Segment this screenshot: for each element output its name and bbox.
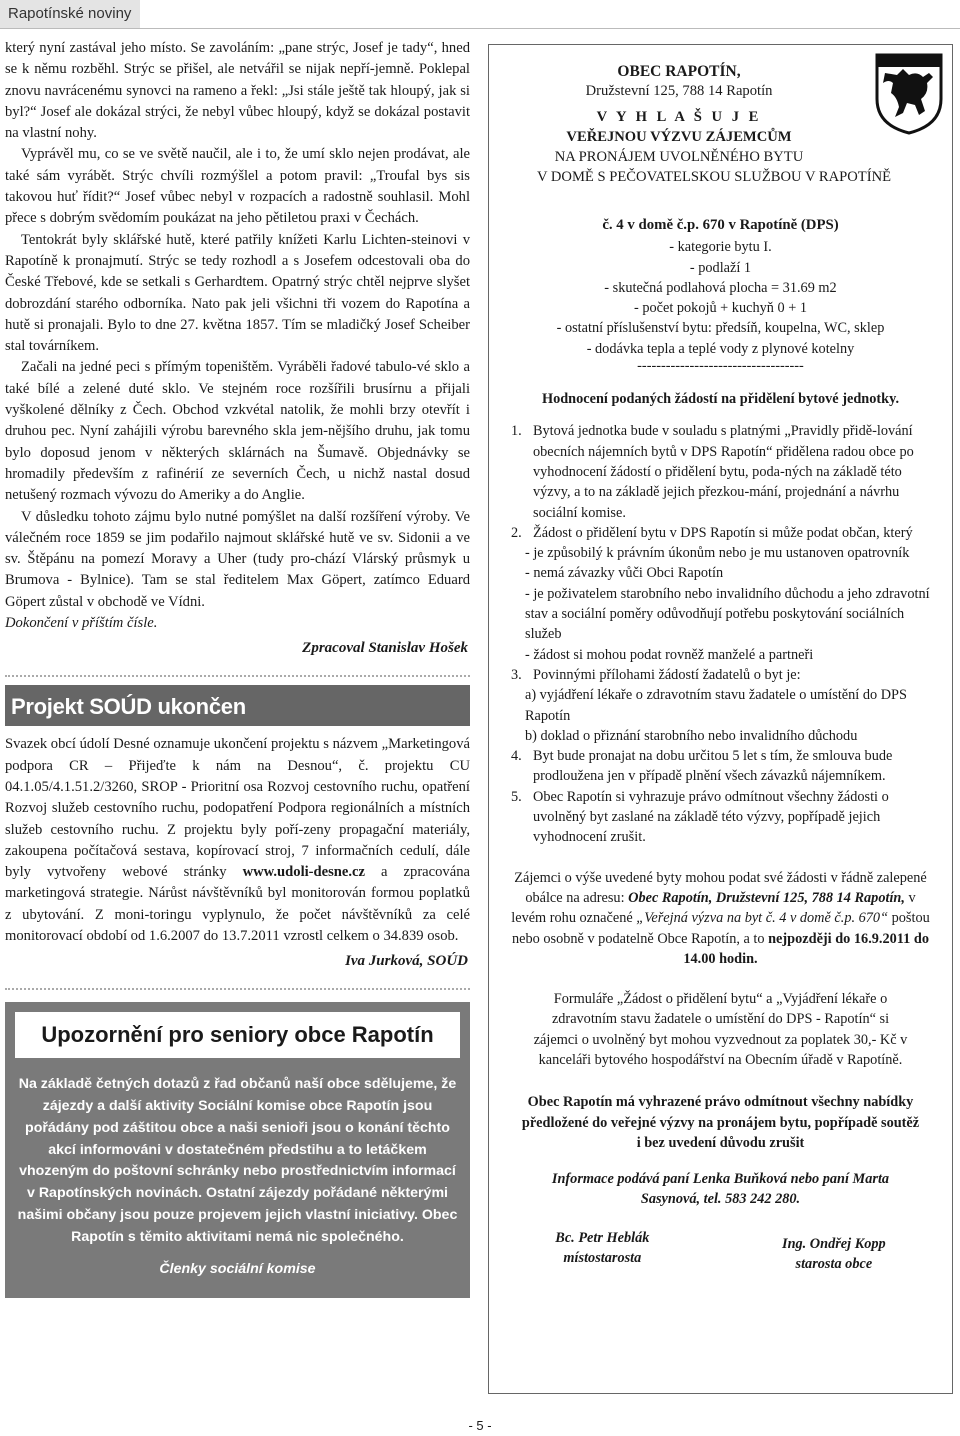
- signature-role: starosta obce: [795, 1256, 873, 1273]
- apply-deadline: nejpozději do 16.9.2011 do 14.00 hodin.: [683, 930, 929, 967]
- municipality-address: Družstevní 125, 788 14 Rapotín: [585, 83, 773, 99]
- unit-detail: - počet pokojů + kuchyň 0 + 1: [634, 300, 807, 317]
- list-text: Obec Rapotín si vyhrazuje právo odmítnout všechny žádosti o uvolněný byt zaslané na základě této výzvy, popřípadě jejich vyhodnocení zrušit.: [533, 788, 889, 846]
- call-heading: VEŘEJNOU VÝZVU ZÁJEMCŮM: [566, 129, 792, 145]
- project-text-b: a zpracována marketingová strategie. Nárůst návštěvníků byl monitorován formou poplatků z ubytování. Z moni-toringu vyplynulo, že počet návštěvníků za celé monitorovací období od 1.6.2007 do 13.7.2011 vzrostl celkem o 34.839 osob.: [5, 864, 470, 944]
- announces-heading: V Y H L A Š U J E: [596, 109, 762, 125]
- unit-detail: - skutečná podlahová plocha = 31.69 m2: [604, 279, 837, 296]
- call-subheading: NA PRONÁJEM UVOLNĚNÉHO BYTU: [554, 149, 804, 165]
- sub-item: - nemá závazky vůči Obci Rapotín: [525, 565, 724, 582]
- history-article: [5, 38, 470, 657]
- evaluation-heading: Hodnocení podaných žádostí na přidělení bytové jednotky.: [541, 391, 900, 408]
- project-web-link[interactable]: www.udoli-desne.cz: [242, 864, 366, 881]
- article-author: Zpracoval Stanislav Hošek: [302, 640, 468, 657]
- project-text-a: Svazek obcí údolí Desné oznamuje ukončení projektu s názvem „Marketingová podpora CR – Přijeďte k nám na Desnou“, č. projektu CU 04.1.05/4.1.51.2/3260, SROP - Prioritní osa Rozvoj cestovního ruchu, opatření Rozvoj služeb cestovního ruchu, podopatření Podpora regionálních a místních služeb cestovního ruchu. Z projektu byly poří-zeny propagační materiály, zakoupena počítačová sestava, kopírovací stroj, 7 informačních cedulí, dále byly vytvořeny webové stránky: [5, 736, 470, 881]
- signature-name: Bc. Petr Heblák: [555, 1229, 650, 1246]
- unit-detail: - kategorie bytu I.: [669, 239, 772, 256]
- senior-notice-title: Upozornění pro seniory obce Rapotín: [5, 1002, 470, 1074]
- list-number: 3.: [511, 666, 522, 683]
- list-text: Povinnými přílohami žádostí žadatelů o byt je:: [533, 666, 801, 683]
- apply-text: poštou nebo osobně v podatelně Obce Rapotín, a to: [512, 910, 930, 947]
- dash-divider: -----------------------------------: [637, 358, 804, 375]
- list-number: 2.: [511, 524, 522, 541]
- project-banner: Projekt SOÚD ukončen: [5, 685, 470, 726]
- signatures: [489, 1228, 952, 1275]
- senior-notice-box: [5, 1002, 470, 1298]
- divider: [5, 988, 470, 990]
- sub-item: - je poživatelem starobního nebo invalidního důchodu a jeho zdravotní stav a sociální poměry odůvodňují potřebu poskytování sociálních služeb: [525, 585, 930, 643]
- list-item: [511, 746, 938, 787]
- apply-text: v levém rohu označené: [511, 889, 916, 927]
- senior-notice-signature: Členky sociální komise: [159, 1260, 316, 1277]
- section-title: Rapotínské noviny: [8, 5, 132, 22]
- sub-item: a) vyjádření lékaře o zdravotním stavu žadatele o umístění do DPS Rapotín: [525, 687, 907, 724]
- sub-item: - je způsobilý k právním úkonům nebo je mu ustanoven opatrovník: [525, 545, 910, 562]
- rights-statement: Obec Rapotín má vyhrazené právo odmítnout všechny nabídky předložené do veřejné výzvy na pronájem bytu, popřípadě soutěž i bez uvedení důvodu zrušit: [521, 1094, 920, 1151]
- unit-detail: - podlaží 1: [689, 259, 752, 276]
- apply-label: „Veřejná výzva na byt č. 4 v domě č.p. 670“: [636, 910, 889, 927]
- article-paragraph: Začali na jedné peci s přímým topeništěm. Vyráběli řadové tabulo-vé sklo a také bílé a zelené duté sklo. Ve stejném roce rozšířili brusírnu a přijali vyškolené dělníky z Čech. Obchod vzkvétal natolik, že mohli brzy otevřít i druhou pec. Nyní zahájili výrobu barevného skla jem-nějšího druhu, jak tomu bylo doposud jenom v některých sklárnách na Šumavě. Objednávky se hromadily především z rafinérií ze severních Čech, u nichž nastal dosud netušený rozmach vývozu do Ameriky a do Anglie.: [5, 359, 470, 504]
- housing-notice: [488, 44, 953, 1394]
- article-paragraph: Vyprávěl mu, co se ve světě naučil, ale i to, že umí sklo nejen prodávat, ale také sám vyrábět. Strýc chvíli rozmýšlel a potom pravil: „Troufal bys sis takovou huť řídit?“ Josef vůbec nebyl v rozpacích a radostně souhlasil. Mohl přece s dobrým svědomím poukázat na jeho pětiletou praxi v Čechách.: [5, 146, 470, 227]
- signature-role: místostarosta: [563, 1250, 642, 1267]
- list-number: 4.: [511, 748, 522, 765]
- list-item: [511, 665, 938, 685]
- list-text: Byt bude pronajat na dobu určitou 5 let s tím, že smlouva bude prodloužena jen v případě plnění všech závazků nájemníkem.: [533, 748, 893, 785]
- project-author: Iva Jurková, SOÚD: [345, 953, 468, 970]
- left-column: [5, 38, 470, 1298]
- list-text: Žádost o přidělení bytu v DPS Rapotín si může podat občan, který: [533, 524, 913, 541]
- unit-detail: - dodávka tepla a teplé vody z plynové kotelny: [586, 340, 855, 357]
- article-paragraph: V důsledku tohoto zájmu bylo nutné pomýšlet na další rozšíření výroby. Ve válečném roce 1859 se jim podařilo najmout sklářské hutě ve sv. Sidonii a ve sv. Štěpánu na pomezí Moravy a Uher (tudy pro-chází Vlárský průsmyk u Brumova - Bylnice). Tam se stal ředitelem Max Göpert, zatímco Eduard Göpert zůstal v obchodě ve Vídni.: [5, 508, 470, 610]
- section-header: [0, 0, 140, 29]
- notice-body: [489, 215, 952, 1274]
- project-text: [5, 734, 470, 947]
- signature-name: Ing. Ondřej Kopp: [782, 1235, 886, 1252]
- sub-item: - žádost si mohou podat rovněž manželé a partneři: [525, 646, 814, 663]
- page-number: - 5 -: [468, 1418, 492, 1433]
- article-paragraph: Tentokrát byly sklářské hutě, které patřily knížeti Karlu Lichten-steinovi v Rapotíně k pronajmutí. Strýc se tedy rozhodl a s Josefem odcestovali oba do České Třebové, kde se setkali s Gerhardtem. Opatrný strýc chtěl nejprve slyšet dobrozdání starého odborníka. Nato pak jeli všichni tři vozem do Rapotína a hutě si pronajali. Bylo to dne 27. května 1857. Tím se mladičký Josef Scheiber stal továrníkem.: [5, 231, 470, 355]
- forms-info: Formuláře „Žádost o přidělení bytu“ a „Vyjádření lékaře o zdravotním stavu žadatele o umístění do DPS - Rapotín“ si zájemci o uvolněný byt mohou vyzvednout za poplatek 30,- Kč v kanceláři bytového hospodářství na Obecním úřadě v Rapotíně.: [533, 991, 908, 1068]
- conditions-list: [489, 421, 952, 847]
- project-article: [5, 734, 470, 970]
- list-number: 1.: [511, 423, 522, 440]
- signature-mayor: [782, 1234, 886, 1275]
- divider: [5, 675, 470, 677]
- list-text: Bytová jednotka bude v souladu s platnými „Pravidly přidě-lování obecních nájemních bytů v DPS Rapotín“ přidělena radou obce po vyhodnocení žádostí o přidělení bytu, poda-ných na základě této výzvy, a to na základě jejich přezkou-mání, projednání a návrhu sociální komise.: [533, 423, 914, 521]
- senior-notice-text: [5, 1074, 470, 1298]
- application-instructions: [489, 868, 952, 969]
- apply-text: Zájemci o výše uvedené byty mohou podat své žádosti v řádně zalepené obálce na adresu:: [514, 869, 927, 906]
- unit-detail: - ostatní příslušenství bytu: předsíň, koupelna, WC, sklep: [556, 320, 885, 337]
- list-number: 5.: [511, 788, 522, 805]
- header-divider: [0, 28, 960, 29]
- apply-address: Obec Rapotín, Družstevní 125, 788 14 Rapotín,: [628, 889, 905, 906]
- senior-notice-body: Na základě četných dotazů z řad občanů naší obce sdělujeme, že zájezdy a další aktivity Sociální komise obce Rapotín jsou pořádány pod záštitou obce a naši senioři jsou o konání těchto akcí informováni v dostatečném předstihu a to letáčkem vhozeným do poštovní schránky nebo prostřednictvím informací v Rapotínských novinách. Ostatní zájezdy pořádané některými našimi občany jsou pouze projevem jejich vlastní iniciativy. Obec Rapotín s těmito aktivitami nemá nic společného.: [17, 1076, 458, 1245]
- contact-info: Informace podává paní Lenka Buňková nebo paní Marta Sasynová, tel. 583 242 280.: [551, 1171, 890, 1208]
- article-paragraph: který nyní zastával jeho místo. Se zavoláním: „pane strýc, Josef je tady“, hned se k němu rozběhl. Strýc se přišel, ale netvářil se nijak nepří-jemně. Poklepal znovu navrácenému synovci na rameno a řekl: „Jsi stále ještě tak hloupý, jak si byl?“ Josef ale dokázal strýci, že nebyl vůbec hloupý, když se dokázal postavit na vlastní nohy.: [5, 40, 470, 142]
- list-item: [511, 787, 938, 848]
- continued-note: Dokončení v příštím čísle.: [5, 615, 158, 632]
- list-item: [511, 523, 938, 543]
- coat-of-arms-icon: [875, 53, 943, 135]
- unit-number: č. 4 v domě č.p. 670 v Rapotíně (DPS): [602, 217, 839, 233]
- municipality-name: OBEC RAPOTÍN,: [617, 63, 741, 80]
- signature-deputy: [555, 1228, 649, 1275]
- call-subheading: V DOMĚ S PEČOVATELSKOU SLUŽBOU V RAPOTÍNĚ: [536, 169, 892, 185]
- list-item: [511, 421, 938, 522]
- sub-item: b) doklad o přiznání starobního nebo invalidního důchodu: [525, 727, 858, 744]
